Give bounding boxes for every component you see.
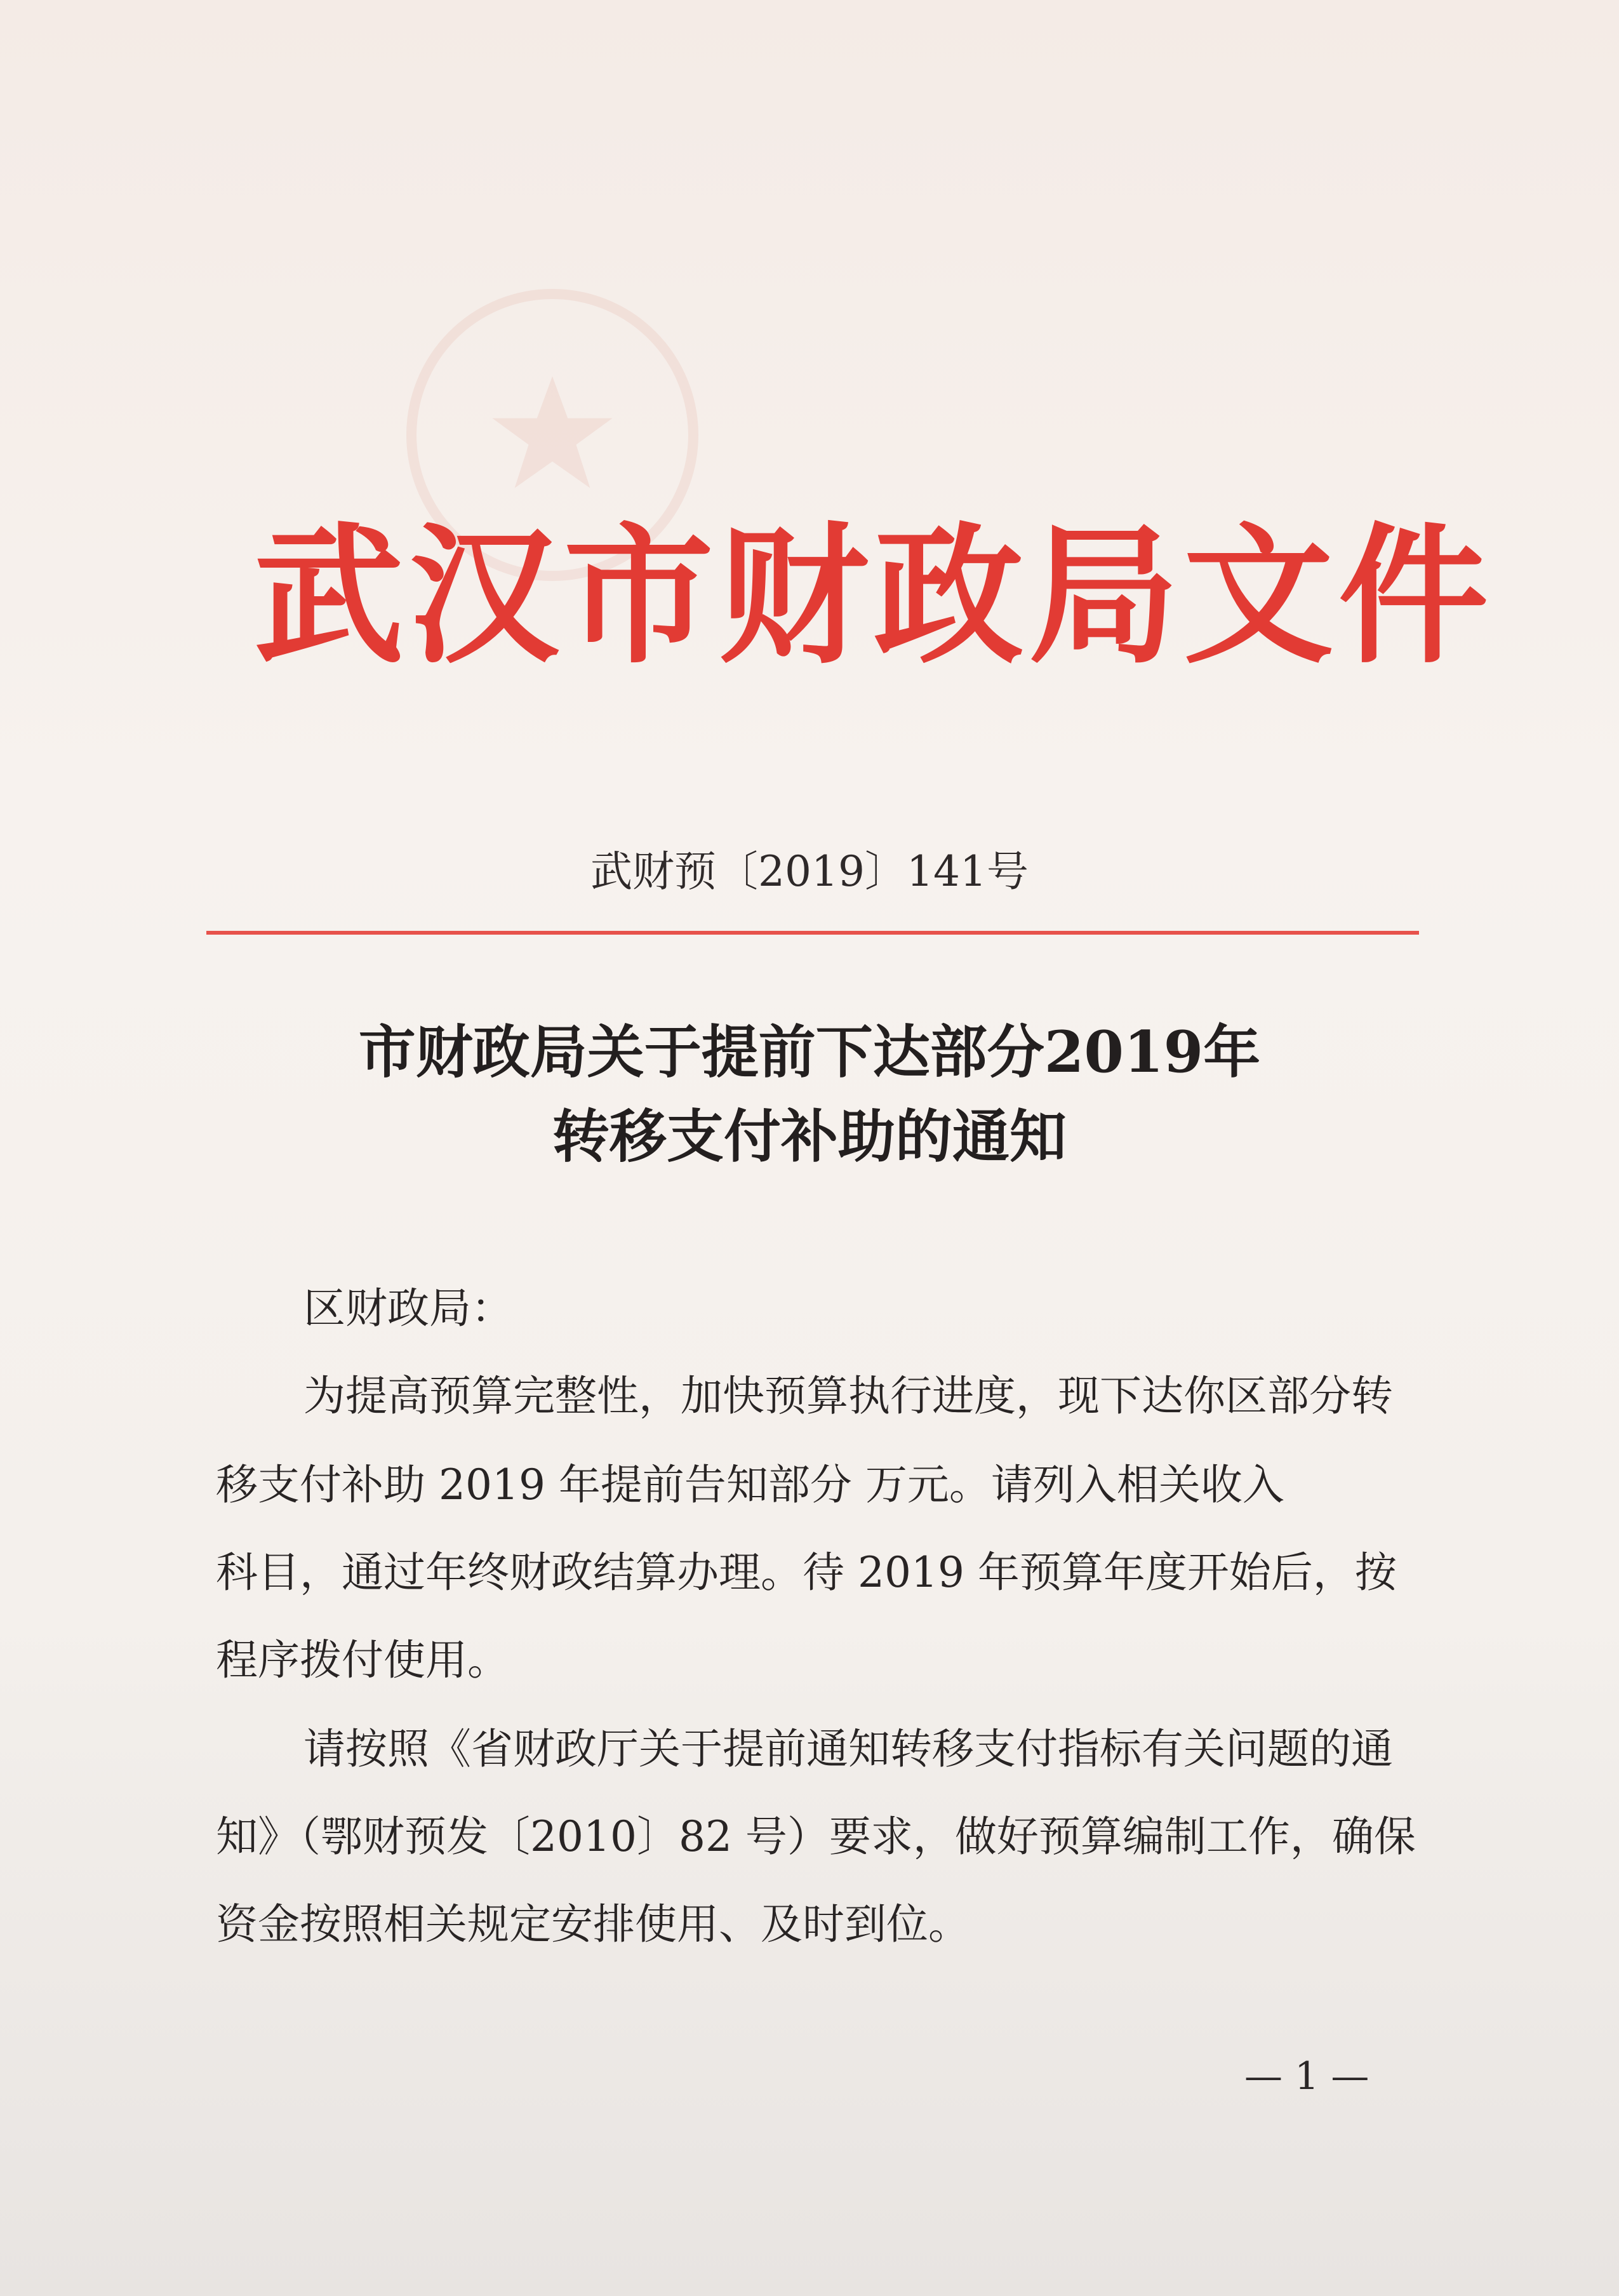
addressee: 区财政局： — [303, 1284, 513, 1333]
notice-title-line-1: 市财政局关于提前下达部分2019年 — [358, 1018, 1261, 1086]
paragraph-1-line-1: 为提高预算完整性，加快预算执行进度，现下达你区部分转 — [303, 1372, 1393, 1420]
paragraph-1-line-3: 科目，通过年终财政结算办理。待 2019 年预算年度开始后，按 — [216, 1548, 1397, 1597]
page-number: — 1 — — [1244, 2054, 1369, 2099]
red-divider — [206, 931, 1419, 935]
paragraph-2-line-3: 资金按照相关规定安排使用、及时到位。 — [216, 1900, 970, 1949]
issuer-header: 武汉市财政局文件 — [254, 507, 1494, 684]
document-number: 武财预〔2019〕141号 — [590, 847, 1029, 896]
paragraph-1-line-4: 程序拨付使用。 — [216, 1636, 509, 1685]
paragraph-2-line-1: 请按照《省财政厅关于提前通知转移支付指标有关问题的通 — [303, 1725, 1393, 1773]
star-icon — [483, 365, 622, 505]
paragraph-1-line-2: 移支付补助 2019 年提前告知部分 万元。请列入相关收入 — [216, 1460, 1284, 1509]
notice-title-line-2: 转移支付补助的通知 — [552, 1103, 1067, 1170]
paragraph-2-line-2: 知》（鄂财预发〔2010〕82 号）要求，做好预算编制工作，确保 — [216, 1812, 1416, 1861]
